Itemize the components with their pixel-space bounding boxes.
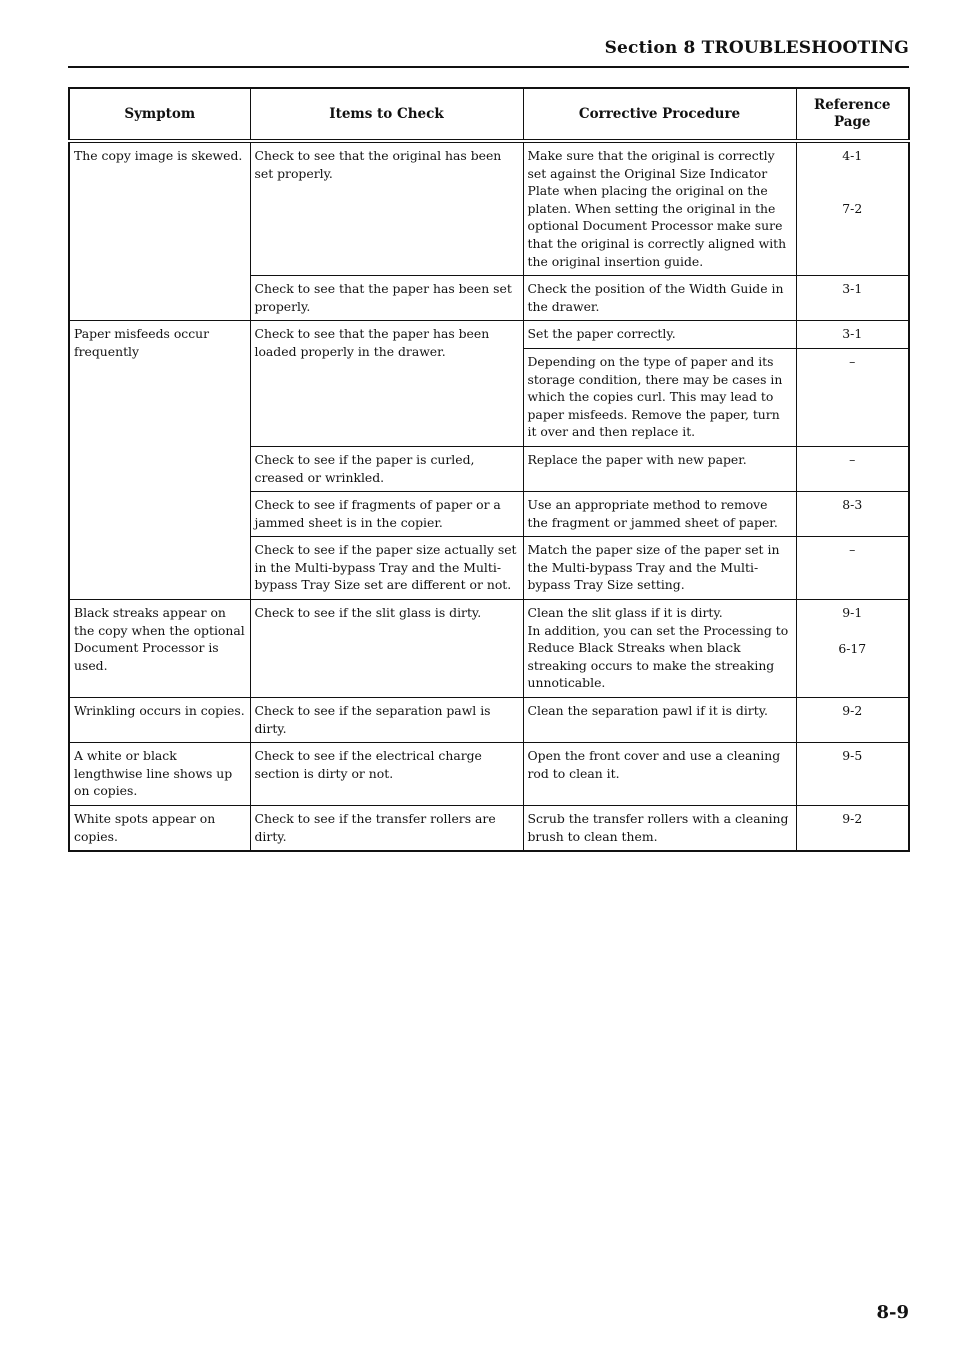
symptom-cell: A white or black lengthwise line shows up on copies.: [69, 743, 250, 806]
reference-cell: –: [796, 348, 909, 446]
reference-page: 6-17: [838, 640, 867, 656]
check-cell: Check to see that the original has been set properly.: [250, 141, 523, 276]
page-number: 8-9: [876, 1302, 909, 1323]
check-cell: Check to see if the separation pawl is dirty.: [250, 698, 523, 743]
reference-cell: –: [796, 446, 909, 491]
reference-page: 9-1: [842, 605, 863, 621]
reference-cell: [796, 600, 909, 698]
reference-cell: 9-5: [796, 743, 909, 806]
table-row: [69, 321, 909, 349]
table-row: [69, 743, 909, 806]
procedure-cell: Open the front cover and use a cleaning rod to clean it.: [523, 743, 796, 806]
check-cell: Check to see that the paper has been set properly.: [250, 276, 523, 321]
procedure-cell: Replace the paper with new paper.: [523, 446, 796, 491]
troubleshooting-table: [68, 87, 910, 852]
symptom-cell: The copy image is skewed.: [69, 141, 250, 321]
procedure-cell: Depending on the type of paper and its storage condition, there may be cases in which the copies curl. This may lead to paper misfeeds. Remove the paper, turn it over and then replace it.: [523, 348, 796, 446]
reference-cell: 9-2: [796, 698, 909, 743]
reference-page: 4-1: [842, 148, 863, 163]
procedure-cell: [523, 600, 796, 698]
symptom-cell: Wrinkling occurs in copies.: [69, 698, 250, 743]
symptom-cell: Paper misfeeds occur frequently: [69, 321, 250, 600]
check-cell: Check to see if the paper is curled, creased or wrinkled.: [250, 446, 523, 491]
procedure-line: In addition, you can set the Processing to Reduce Black Streaks when black streaking occurs to make the streaking unnoticable.: [527, 622, 789, 691]
section-title: Section 8 TROUBLESHOOTING: [604, 38, 909, 58]
reference-cell: –: [796, 537, 909, 600]
table-header-row: [69, 88, 909, 141]
procedure-line: Clean the slit glass if it is dirty.: [527, 605, 723, 621]
check-cell: Check to see if fragments of paper or a jammed sheet is in the copier.: [250, 492, 523, 537]
column-header-reference-page: Reference Page: [796, 88, 909, 141]
column-header-symptom: Symptom: [69, 88, 250, 141]
check-cell: Check to see if the transfer rollers are dirty.: [250, 806, 523, 852]
check-cell: Check to see if the slit glass is dirty.: [250, 600, 523, 698]
procedure-cell: Match the paper size of the paper set in the Multi-bypass Tray and the Multi-bypass Tray Size setting.: [523, 537, 796, 600]
reference-page: 7-2: [842, 200, 863, 216]
page-header: [68, 38, 909, 68]
symptom-cell: White spots appear on copies.: [69, 806, 250, 852]
table-row: [69, 141, 909, 276]
reference-cell: 3-1: [796, 276, 909, 321]
table-row: [69, 698, 909, 743]
table-row: [69, 600, 909, 698]
check-cell: Check to see that the paper has been loaded properly in the drawer.: [250, 321, 523, 447]
reference-cell: [796, 141, 909, 276]
symptom-cell: Black streaks appear on the copy when the optional Document Processor is used.: [69, 600, 250, 698]
column-header-items-to-check: Items to Check: [250, 88, 523, 141]
procedure-cell: Set the paper correctly.: [523, 321, 796, 349]
procedure-cell: Clean the separation pawl if it is dirty.: [523, 698, 796, 743]
reference-cell: 8-3: [796, 492, 909, 537]
procedure-cell: Use an appropriate method to remove the fragment or jammed sheet of paper.: [523, 492, 796, 537]
column-header-corrective-procedure: Corrective Procedure: [523, 88, 796, 141]
procedure-cell: Check the position of the Width Guide in the drawer.: [523, 276, 796, 321]
table-row: [69, 806, 909, 852]
procedure-cell: Scrub the transfer rollers with a cleaning brush to clean them.: [523, 806, 796, 852]
check-cell: Check to see if the paper size actually set in the Multi-bypass Tray and the Multi-bypass Tray Size set are different or not.: [250, 537, 523, 600]
check-cell: Check to see if the electrical charge section is dirty or not.: [250, 743, 523, 806]
reference-cell: 9-2: [796, 806, 909, 852]
reference-cell: 3-1: [796, 321, 909, 349]
procedure-cell: Make sure that the original is correctly set against the Original Size Indicator Plate when placing the original on the platen. When setting the original in the optional Document Processor make sure that the original is correctly aligned with the original insertion guide.: [523, 141, 796, 276]
